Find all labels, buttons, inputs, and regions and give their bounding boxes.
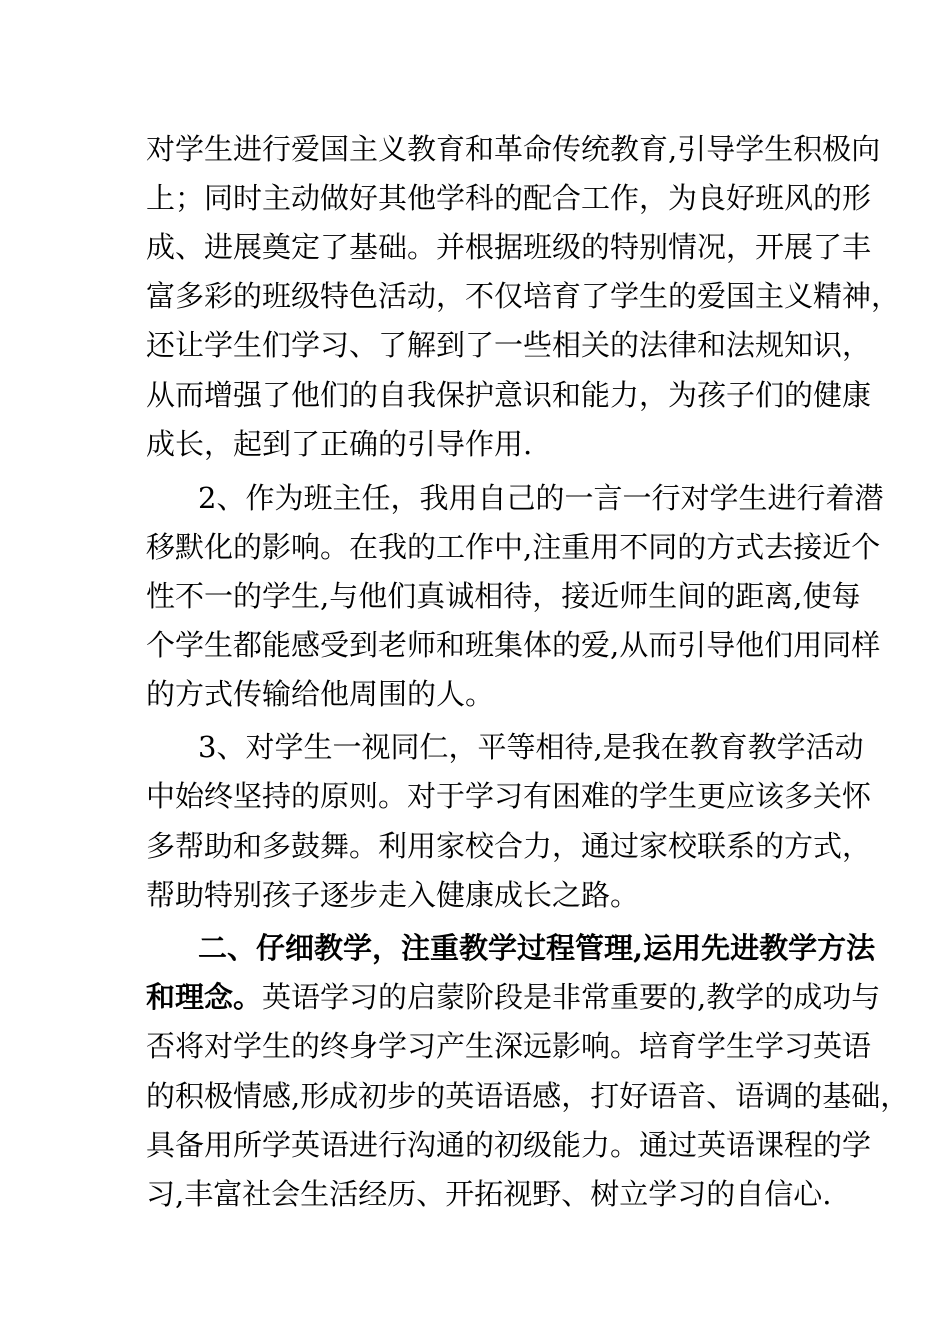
section-heading-line-2: 和理念。 xyxy=(146,980,263,1014)
para1-line-7: 成长，起到了正确的引导作用. xyxy=(146,427,533,461)
para1-line-6: 从而增强了他们的自我保护意识和能力，为孩子们的健康 xyxy=(146,378,872,412)
para3-line-3: 多帮助和多鼓舞。利用家校合力，通过家校联系的方式， xyxy=(146,829,872,863)
para1-line-2: 上；同时主动做好其他学科的配合工作，为良好班风的形 xyxy=(146,181,872,215)
para2-line-5: 的方式传输给他周围的人。 xyxy=(146,677,495,711)
para4-line-5: 具备用所学英语进行沟通的初级能力。通过英语课程的学 xyxy=(146,1128,872,1162)
para1-line-5: 还让学生们学习、了解到了一些相关的法律和法规知识， xyxy=(146,328,872,362)
para3-line-4: 帮助特别孩子逐步走入健康成长之路。 xyxy=(146,878,640,912)
para1-line-4: 富多彩的班级特色活动，不仅培育了学生的爱国主义精神， xyxy=(146,279,901,313)
para1-line-1: 对学生进行爱国主义教育和革命传统教育,引导学生积极向 xyxy=(146,132,881,166)
para3-line-2: 中始终坚持的原则。对于学习有困难的学生更应该多关怀 xyxy=(146,779,872,813)
para4-line-6: 习,丰富社会生活经历、开拓视野、树立学习的自信心. xyxy=(146,1177,832,1211)
para1-line-3: 成、进展奠定了基础。并根据班级的特别情况，开展了丰 xyxy=(146,230,872,264)
para4-line-3: 否将对学生的终身学习产生深远影响。培育学生学习英语 xyxy=(146,1029,872,1063)
section-heading-line-1: 二、仔细教学，注重教学过程管理,运用先进教学方法 xyxy=(198,931,876,965)
para4-line-2 xyxy=(146,979,880,1015)
para2-line-2: 移默化的影响。在我的工作中,注重用不同的方式去接近个 xyxy=(146,530,881,564)
para2-line-3: 性不一的学生,与他们真诚相待，接近师生间的距离,使每 xyxy=(146,579,861,613)
para4-line-4: 的积极情感,形成初步的英语语感，打好语音、语调的基础， xyxy=(146,1079,910,1113)
para2-line-4: 个学生都能感受到老师和班集体的爱,从而引导他们用同样 xyxy=(146,628,881,662)
para3-line-1: 3、对学生一视同仁，平等相待,是我在教育教学活动 xyxy=(198,730,864,764)
para4-line-2-rest: 英语学习的启蒙阶段是非常重要的,教学的成功与 xyxy=(262,980,881,1014)
para2-line-1: 2、作为班主任，我用自己的一言一行对学生进行着潜 xyxy=(198,481,884,515)
